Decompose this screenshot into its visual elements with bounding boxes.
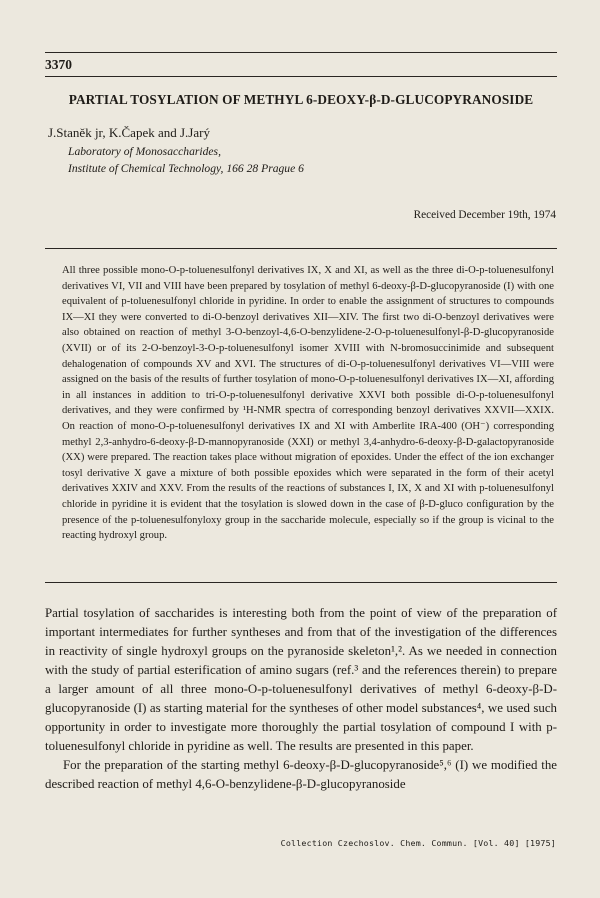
article-body xyxy=(45,604,557,794)
authors: J.Staněk jr, K.Čapek and J.Jarý xyxy=(48,125,210,140)
abstract-rule-top xyxy=(45,248,557,249)
affiliation-line-1: Laboratory of Monosaccharides, xyxy=(68,145,221,158)
journal-footer: Collection Czechoslov. Chem. Commun. [Vol. 40] [1975] xyxy=(280,838,556,848)
abstract-rule-bottom xyxy=(45,582,557,583)
received-date: Received December 19th, 1974 xyxy=(413,209,556,221)
header-rule-bottom xyxy=(45,76,557,77)
affiliation-line-2: Institute of Chemical Technology, 166 28 Prague 6 xyxy=(68,162,304,175)
body-paragraph-1: Partial tosylation of saccharides is interesting both from the point of view of the preparation of important intermediates for further syntheses and from that of the investigation of the differences in reactivity of single hydroxyl groups on the pyranoside skeleton¹,². As we needed in connection with the study of partial esterification of amino sugars (ref.³ and the references therein) to prepare a larger amount of all three mono-O-p-toluenesulfonyl derivatives of methyl 6-deoxy-β-D-glucopyranoside (I) as starting material for the syntheses of other model substances⁴, we used such opportunity in order to investigate more thoroughly the partial tosylation of compound I with p-toluenesulfonyl chloride in pyridine as well. The results are presented in this paper. xyxy=(45,606,557,753)
page-number: 3370 xyxy=(45,57,72,72)
header-rule-top xyxy=(45,52,557,53)
body-paragraph-2: For the preparation of the starting methyl 6-deoxy-β-D-glucopyranoside⁵,⁶ (I) we modified the described reaction of methyl 4,6-O-benzylidene-β-D-glucopyranoside xyxy=(45,758,557,791)
abstract: All three possible mono-O-p-toluenesulfonyl derivatives IX, X and XI, as well as the three di-O-p-toluenesulfonyl derivatives VI, VII and VIII have been prepared by tosylation of methyl 6-deoxy-β-D-glucopyranoside (I) with one equivalent of p-toluenesulfonyl chloride in pyridine. In order to enable the assignment of structures to compounds IX—XI they were converted to di-O-benzoyl derivatives XII—XIV. The first two di-O-benzoyl derivatives were also obtained on reaction of methyl 3-O-benzoyl-4,6-O-benzylidene-2-O-p-toluenesulfonyl-β-D-glucopyranoside (XVII) or of its 2-O-benzoyl-3-O-p-toluenesulfonyl isomer XVIII with N-bromosuccinimide and subsequent dehalogenation of compounds XV and XVI. The structures of di-O-p-toluenesulfonyl derivatives VI—VIII were assigned on the basis of the results of further tosylation of mono-O-p-toluenesulfonyl derivatives IX—XI, affording in all instances in addition to tri-O-p-toluenesulfonyl derivative XXVI both possible di-O-p-toluenesulfonyl derivatives, and they were confirmed by ¹H-NMR spectra of corresponding benzoyl derivatives XXVII—XXIX. On reaction of mono-O-p-toluenesulfonyl derivatives IX and XI with Amberlite IRA-400 (OH⁻) corresponding methyl 2,3-anhydro-6-deoxy-β-D-mannopyranoside (XXI) or methyl 3,4-anhydro-6-deoxy-β-D-galactopyranoside (XX) were prepared. The reaction takes place without migration of epoxides. Under the effect of the ion exchanger tosyl derivative X gave a mixture of both possible epoxides which were separated in the form of their acetyl derivatives XXIV and XXV. From the results of the reactions of substances I, IX, X and XI with p-toluenesulfonyl chloride in pyridine it is evident that the tosylation is slowed down in the case of β-D-gluco configuration by the presence of the p-toluenesulfonyloxy group in the saccharide molecule, especially so if the group is vicinal to the reacting hydroxyl group. xyxy=(62,265,554,542)
article-title: PARTIAL TOSYLATION OF METHYL 6-DEOXY-β-D-GLUCOPYRANOSIDE xyxy=(68,92,534,107)
